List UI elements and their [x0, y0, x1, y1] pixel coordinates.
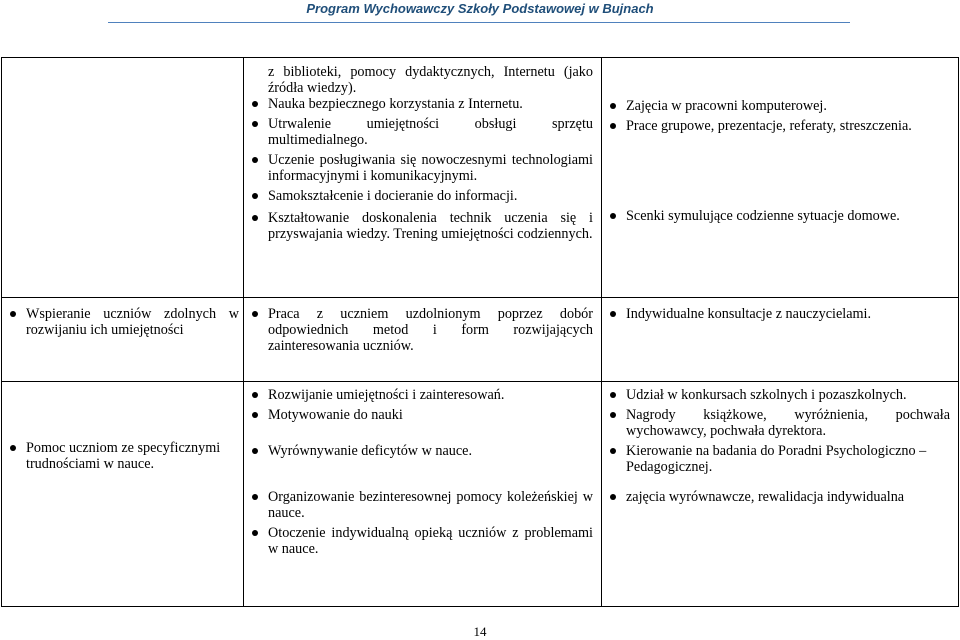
task-cell [2, 382, 244, 607]
forms-cell [244, 298, 602, 382]
methods-cell [602, 298, 959, 382]
list-item: zajęcia wyrównawcze, rewalidacja indywidualna [602, 489, 958, 505]
list-item: Utrwalenie umiejętności obsługi sprzętu multimedialnego. [244, 116, 601, 148]
list-item: Kształtowanie doskonalenia technik uczenia się i przyswajania wiedzy. Trening umiejętności codziennych. [244, 210, 601, 242]
page-header [0, 0, 960, 22]
bullet-icon [252, 392, 258, 398]
list-item: Otoczenie indywidualną opieką uczniów z problemami w nauce. [244, 525, 601, 557]
bullet-icon [252, 448, 258, 454]
task-list [2, 306, 243, 338]
bullet-icon [610, 311, 616, 317]
header-title: Program Wychowawczy Szkoły Podstawowej w Bujnach [306, 1, 654, 16]
task-cell [2, 58, 244, 298]
bullet-icon [610, 448, 616, 454]
list-item: Udział w konkursach szkolnych i pozaszkolnych. [602, 387, 958, 403]
bullet-icon [252, 121, 258, 127]
list-item: Nagrody książkowe, wyróżnienia, pochwała wychowawcy, pochwała dyrektora. [602, 407, 958, 439]
bullet-icon [252, 494, 258, 500]
forms-list [244, 96, 601, 242]
bullet-icon [252, 157, 258, 163]
bullet-icon [10, 311, 16, 317]
bullet-icon [610, 412, 616, 418]
bullet-icon [252, 530, 258, 536]
list-item: Kierowanie na badania do Poradni Psychologiczno – Pedagogicznej. [602, 443, 958, 475]
list-item: Pomoc uczniom ze specyficznymi trudnościami w nauce. [2, 440, 243, 472]
bullet-icon [610, 213, 616, 219]
list-item: Rozwijanie umiejętności i zainteresowań. [244, 387, 601, 403]
methods-list [602, 98, 958, 224]
methods-cell [602, 58, 959, 298]
list-item: Indywidualne konsultacje z nauczycielami. [602, 306, 958, 322]
bullet-icon [610, 123, 616, 129]
table-row [2, 58, 959, 298]
list-item: Zajęcia w pracowni komputerowej. [602, 98, 958, 114]
list-item: Motywowanie do nauki [244, 407, 601, 423]
bullet-icon [610, 392, 616, 398]
task-list [2, 440, 243, 472]
forms-cell [244, 58, 602, 298]
list-item: Organizowanie bezinteresownej pomocy koleżeńskiej w nauce. [244, 489, 601, 521]
forms-list [244, 387, 601, 557]
methods-list [602, 306, 958, 322]
header-divider [108, 22, 850, 23]
list-item: Samokształcenie i docieranie do informacji. [244, 188, 601, 204]
program-table [1, 57, 959, 607]
list-item: Wyrównywanie deficytów w nauce. [244, 443, 601, 459]
list-item: Uczenie posługiwania się nowoczesnymi technologiami informacyjnymi i komunikacyjnymi. [244, 152, 601, 184]
list-item: Prace grupowe, prezentacje, referaty, streszczenia. [602, 118, 958, 134]
list-item: Scenki symulujące codzienne sytuacje domowe. [602, 208, 958, 224]
bullet-icon [610, 103, 616, 109]
forms-cell [244, 382, 602, 607]
list-item: Nauka bezpiecznego korzystania z Internetu. [244, 96, 601, 112]
continuation-text: z biblioteki, pomocy dydaktycznych, Internetu (jako źródła wiedzy). [268, 64, 593, 96]
table-row [2, 382, 959, 607]
bullet-icon [252, 101, 258, 107]
methods-cell [602, 382, 959, 607]
list-item: Praca z uczniem uzdolnionym poprzez dobór odpowiednich metod i form rozwijających zainteresowania uczniów. [244, 306, 601, 354]
list-item: Wspieranie uczniów zdolnych w rozwijaniu ich umiejętności [2, 306, 243, 338]
forms-list [244, 306, 601, 354]
task-cell [2, 298, 244, 382]
bullet-icon [10, 445, 16, 451]
bullet-icon [252, 193, 258, 199]
methods-list [602, 387, 958, 505]
page-number: 14 [473, 624, 487, 639]
bullet-icon [252, 412, 258, 418]
bullet-icon [252, 215, 258, 221]
table-row [2, 298, 959, 382]
bullet-icon [610, 494, 616, 500]
bullet-icon [252, 311, 258, 317]
